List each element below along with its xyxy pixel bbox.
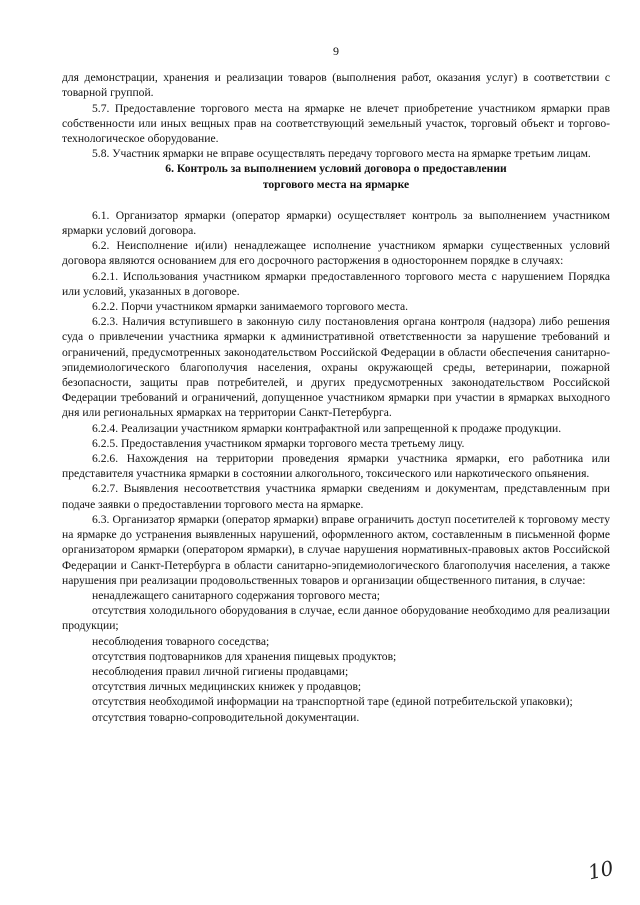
paragraph-l5: несоблюдения правил личной гигиены продавцами;	[92, 664, 349, 678]
paragraph-6-2-1: 6.2.1. Использования участником ярмарки предоставленного торгового места с нарушением Порядка или условий, указанных в договоре.	[62, 269, 610, 298]
paragraph-l1: ненадлежащего санитарного содержания торгового места;	[92, 588, 380, 602]
paragraph-6-2-6: 6.2.6. Нахождения на территории проведения ярмарки участника ярмарки, его работника или представителя участника ярмарки в состоянии алкогольного, токсического или наркотического опьянения.	[62, 452, 610, 481]
document-page	[62, 44, 610, 725]
section-5-tail	[62, 70, 610, 161]
paragraph-l8: отсутствия товарно-сопроводительной документации.	[92, 710, 360, 724]
paragraph-6-2-7: 6.2.7. Выявления несоответствия участника ярмарки сведениям и документам, представленным при подаче заявки о предоставлении торгового места на ярмарке.	[62, 482, 610, 511]
paragraph-cont: для демонстрации, хранения и реализации товаров (выполнения работ, оказания услуг) в соответствии с товарной группой.	[62, 71, 610, 100]
heading-line-1: 6. Контроль за выполнением условий договора о предоставлении	[165, 162, 507, 176]
handwritten-page-mark: 10	[585, 855, 616, 885]
paragraph-6-2-5: 6.2.5. Предоставления участником ярмарки торгового места третьему лицу.	[92, 436, 465, 450]
paragraph-5-7: 5.7. Предоставление торгового места на ярмарке не влечет приобретение участником ярмарки прав собственности или иных вещных прав на соответствующий земельный участок, торговый объект и торгово-технологическое оборудование.	[62, 101, 610, 146]
paragraph-l2: отсутствия холодильного оборудования в случае, если данное оборудование необходимо для реализации продукции;	[62, 604, 610, 633]
heading-line-2: торгового места на ярмарке	[262, 177, 410, 191]
paragraph-6-2-4: 6.2.4. Реализации участником ярмарки контрафактной или запрещенной к продаже продукции.	[92, 421, 562, 435]
paragraph-l4: отсутствия подтоварников для хранения пищевых продуктов;	[92, 649, 397, 663]
paragraph-l6: отсутствия личных медицинских книжек у продавцов;	[92, 680, 362, 694]
paragraph-5-8: 5.8. Участник ярмарки не вправе осуществлять передачу торгового места на ярмарке третьим лицам.	[92, 147, 591, 161]
section-6-heading	[62, 161, 610, 191]
section-6-body	[62, 208, 610, 725]
paragraph-6-2-2: 6.2.2. Порчи участником ярмарки занимаемого торгового места.	[92, 300, 409, 314]
paragraph-6-3: 6.3. Организатор ярмарки (оператор ярмарки) вправе ограничить доступ посетителей к торговому месту на ярмарке до устранения выявленных нарушений, оформленного актом, составленным в письменной форме организатором ярмарки (оператором ярмарки), в случае нарушения нормативных-правовых актов Российской Федерации и Санкт-Петербурга в области санитарно-эпидемиологического благополучия населения, а также нарушения при реализации продовольственных товаров и организации общественного питания, в случае:	[62, 512, 610, 587]
paragraph-6-1: 6.1. Организатор ярмарки (оператор ярмарки) осуществляет контроль за выполнением участником ярмарки условий договора.	[62, 208, 610, 238]
paragraph-6-2: 6.2. Неисполнение и(или) ненадлежащее исполнение участником ярмарки существенных условий договора являются основанием для его досрочного расторжения в одностороннем порядке в случаях:	[62, 239, 610, 268]
page-number: 9	[333, 44, 339, 58]
paragraph-6-2-3: 6.2.3. Наличия вступившего в законную силу постановления органа контроля (надзора) либо решения суда о привлечении участника ярмарки к административной ответственности за нарушение требований и ограничений, предусмотренных законодательством Российской Федерации в области обеспечения санитарно-эпидемиологического благополучия населения, охраны окружающей среды, ветеринарии, пожарной безопасности, защиты прав потребителей, и других предусмотренных законодательством Российской Федерации требований и ограничений, допущенное участником ярмарки при участии в ярмарках выходного дня или региональных ярмарках на территории Санкт-Петербурга.	[62, 315, 610, 420]
paragraph-l7: отсутствия необходимой информации на транспортной таре (единой потребительской упаковки);	[92, 695, 573, 709]
paragraph-l3: несоблюдения товарного соседства;	[92, 634, 270, 648]
